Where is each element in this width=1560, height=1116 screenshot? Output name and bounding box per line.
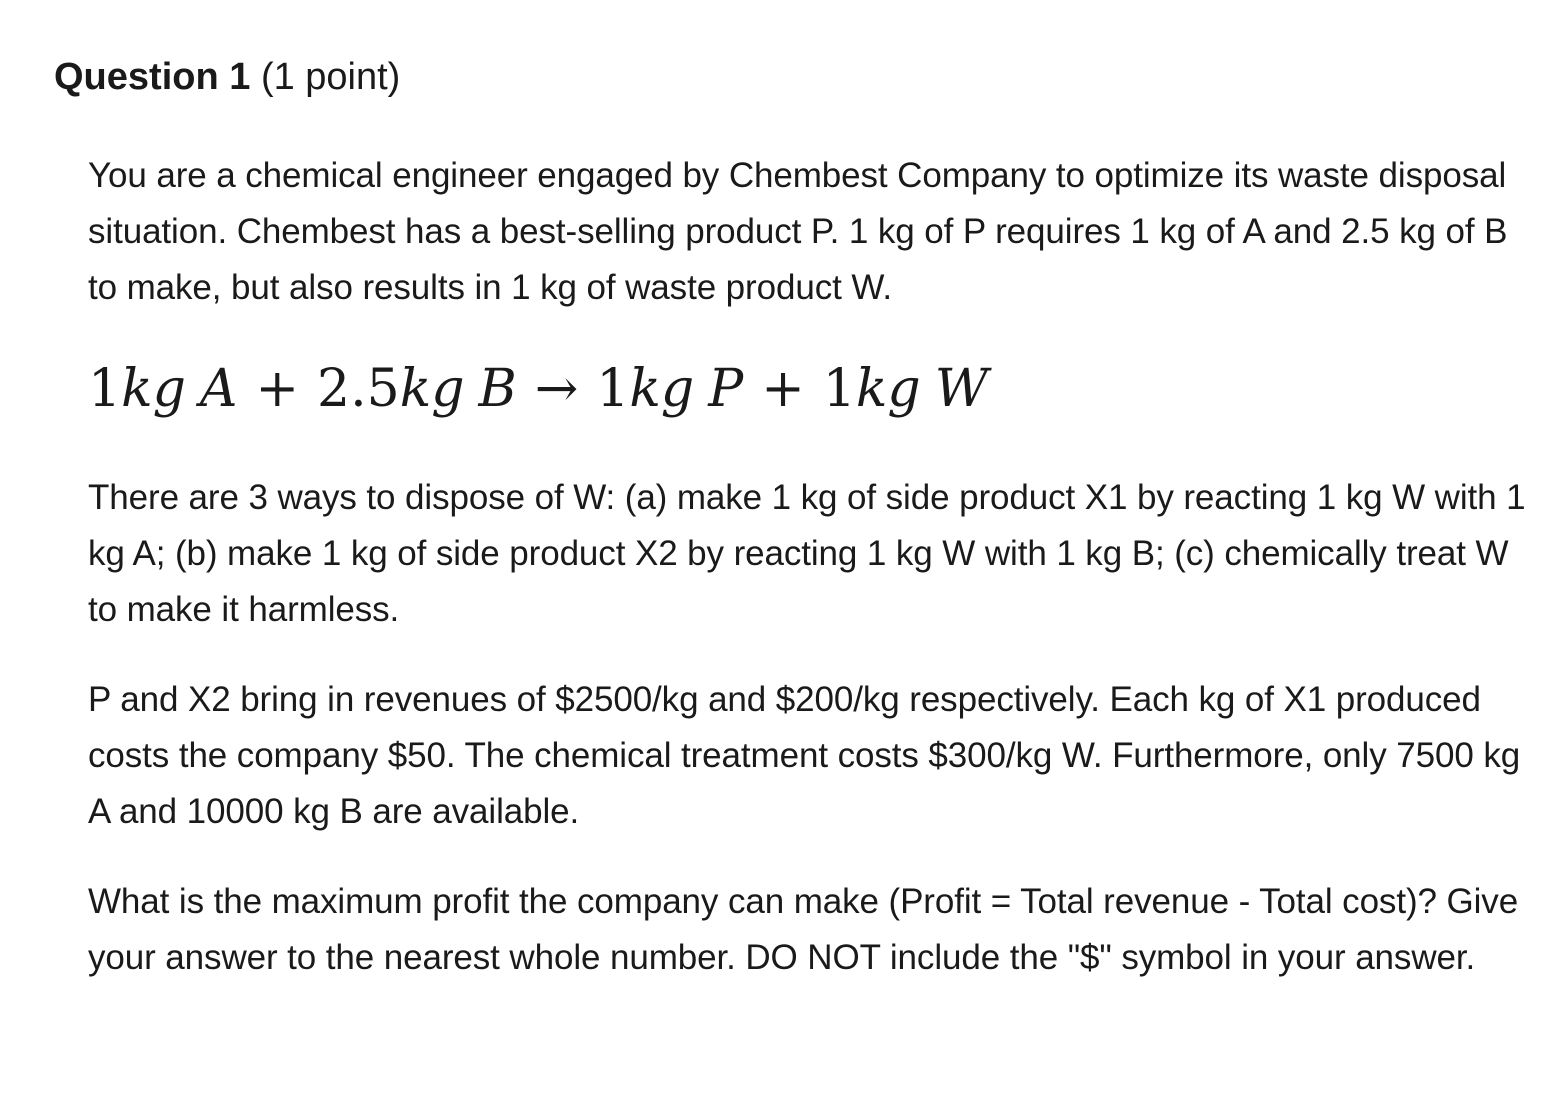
eq-term4-species: W xyxy=(934,359,989,419)
eq-term1-species: A xyxy=(199,359,238,419)
eq-term3-quantity: 1 xyxy=(596,359,630,419)
intro-paragraph: You are a chemical engineer engaged by Chembest Company to optimize its waste disposal situation. Chembest has a best-selling product P. 1 kg of P requires 1 kg of A and 2.5 kg of B to make, but also results in 1 kg of waste product W. xyxy=(88,156,1508,307)
eq-term2-species: B xyxy=(478,359,517,419)
eq-term1-quantity: 1 xyxy=(88,359,122,419)
eq-plus-2: + xyxy=(761,359,805,419)
reaction-equation xyxy=(88,354,1543,424)
disposal-paragraph: There are 3 ways to dispose of W: (a) make 1 kg of side product X1 by reacting 1 kg W with 1 kg A; (b) make 1 kg of side product X2 by reacting 1 kg W with 1 kg B; (c) chemically treat W to make it harmless. xyxy=(88,478,1526,629)
eq-term1-unit: kg xyxy=(121,359,186,419)
economics-paragraph: P and X2 bring in revenues of $2500/kg and $200/kg respectively. Each kg of X1 produced costs the company $50. The chemical treatment costs $300/kg W. Furthermore, only 7500 kg A and 10000 kg B are available. xyxy=(88,680,1521,831)
eq-term3-unit: kg xyxy=(629,359,695,419)
question-prompt-paragraph: What is the maximum profit the company can make (Profit = Total revenue - Total cost)? Give your answer to the nearest whole number. DO NOT include the "$" symbol in your answer. xyxy=(88,882,1519,977)
eq-term4-unit: kg xyxy=(855,359,921,419)
question-header xyxy=(54,52,400,102)
eq-term2-unit: kg xyxy=(399,359,465,419)
eq-term3-species: P xyxy=(708,359,744,419)
eq-term4-quantity: 1 xyxy=(822,359,856,419)
eq-plus-1: + xyxy=(255,359,300,419)
question-title: Question 1 xyxy=(54,56,251,98)
eq-term2-quantity: 2.5 xyxy=(317,359,400,419)
question-points: (1 point) xyxy=(260,56,401,98)
question-body xyxy=(88,148,1543,986)
eq-arrow: → xyxy=(534,359,579,419)
